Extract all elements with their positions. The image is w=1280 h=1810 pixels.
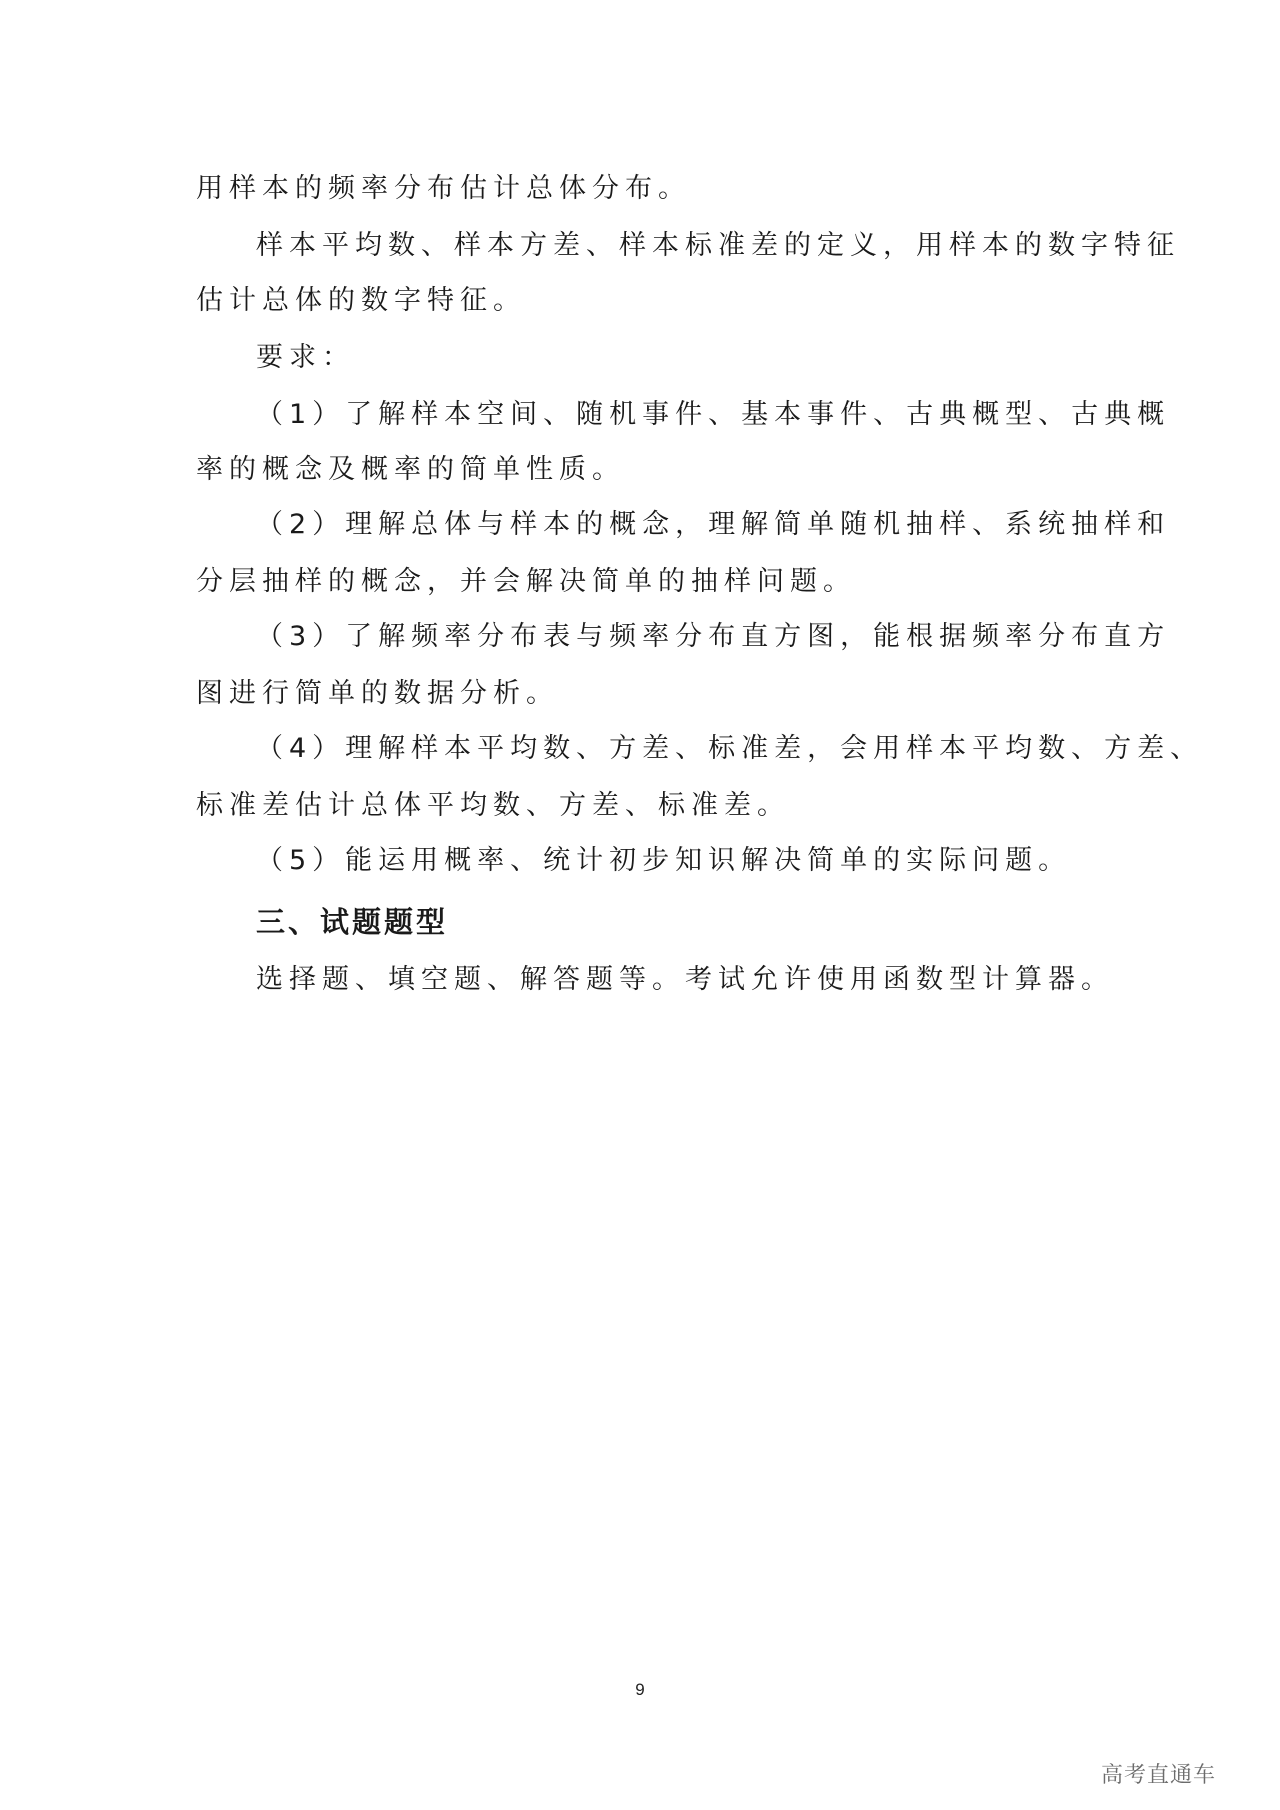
text-line: （4）理解样本平均数、方差、标准差，会用样本平均数、方差、 (256, 733, 1204, 764)
watermark-text: 高考直通车 (1100, 1763, 1216, 1788)
text-line: （2）理解总体与样本的概念，理解简单随机抽样、系统抽样和 (256, 509, 1171, 540)
page-number: 9 (635, 1680, 645, 1699)
text-line: （3）了解频率分布表与频率分布直方图，能根据频率分布直方 (256, 621, 1171, 652)
text-line: 率的概念及概率的简单性质。 (196, 454, 625, 485)
text-line: 用样本的频率分布估计总体分布。 (196, 173, 691, 204)
text-line: （1）了解样本空间、随机事件、基本事件、古典概型、古典概 (256, 399, 1171, 430)
text-line: 估计总体的数字特征。 (196, 285, 526, 316)
text-line: （5）能运用概率、统计初步知识解决简单的实际问题。 (256, 845, 1072, 876)
text-line: 图进行简单的数据分析。 (196, 678, 559, 709)
text-line: 要求： (256, 342, 355, 373)
section-heading: 三、试题题型 (256, 905, 449, 939)
text-line: 分层抽样的概念，并会解决简单的抽样问题。 (196, 566, 856, 597)
text-line: 样本平均数、样本方差、样本标准差的定义，用样本的数字特征 (256, 230, 1180, 261)
text-line: 标准差估计总体平均数、方差、标准差。 (196, 790, 790, 821)
section-text: 选择题、填空题、解答题等。考试允许使用函数型计算器。 (256, 964, 1114, 995)
